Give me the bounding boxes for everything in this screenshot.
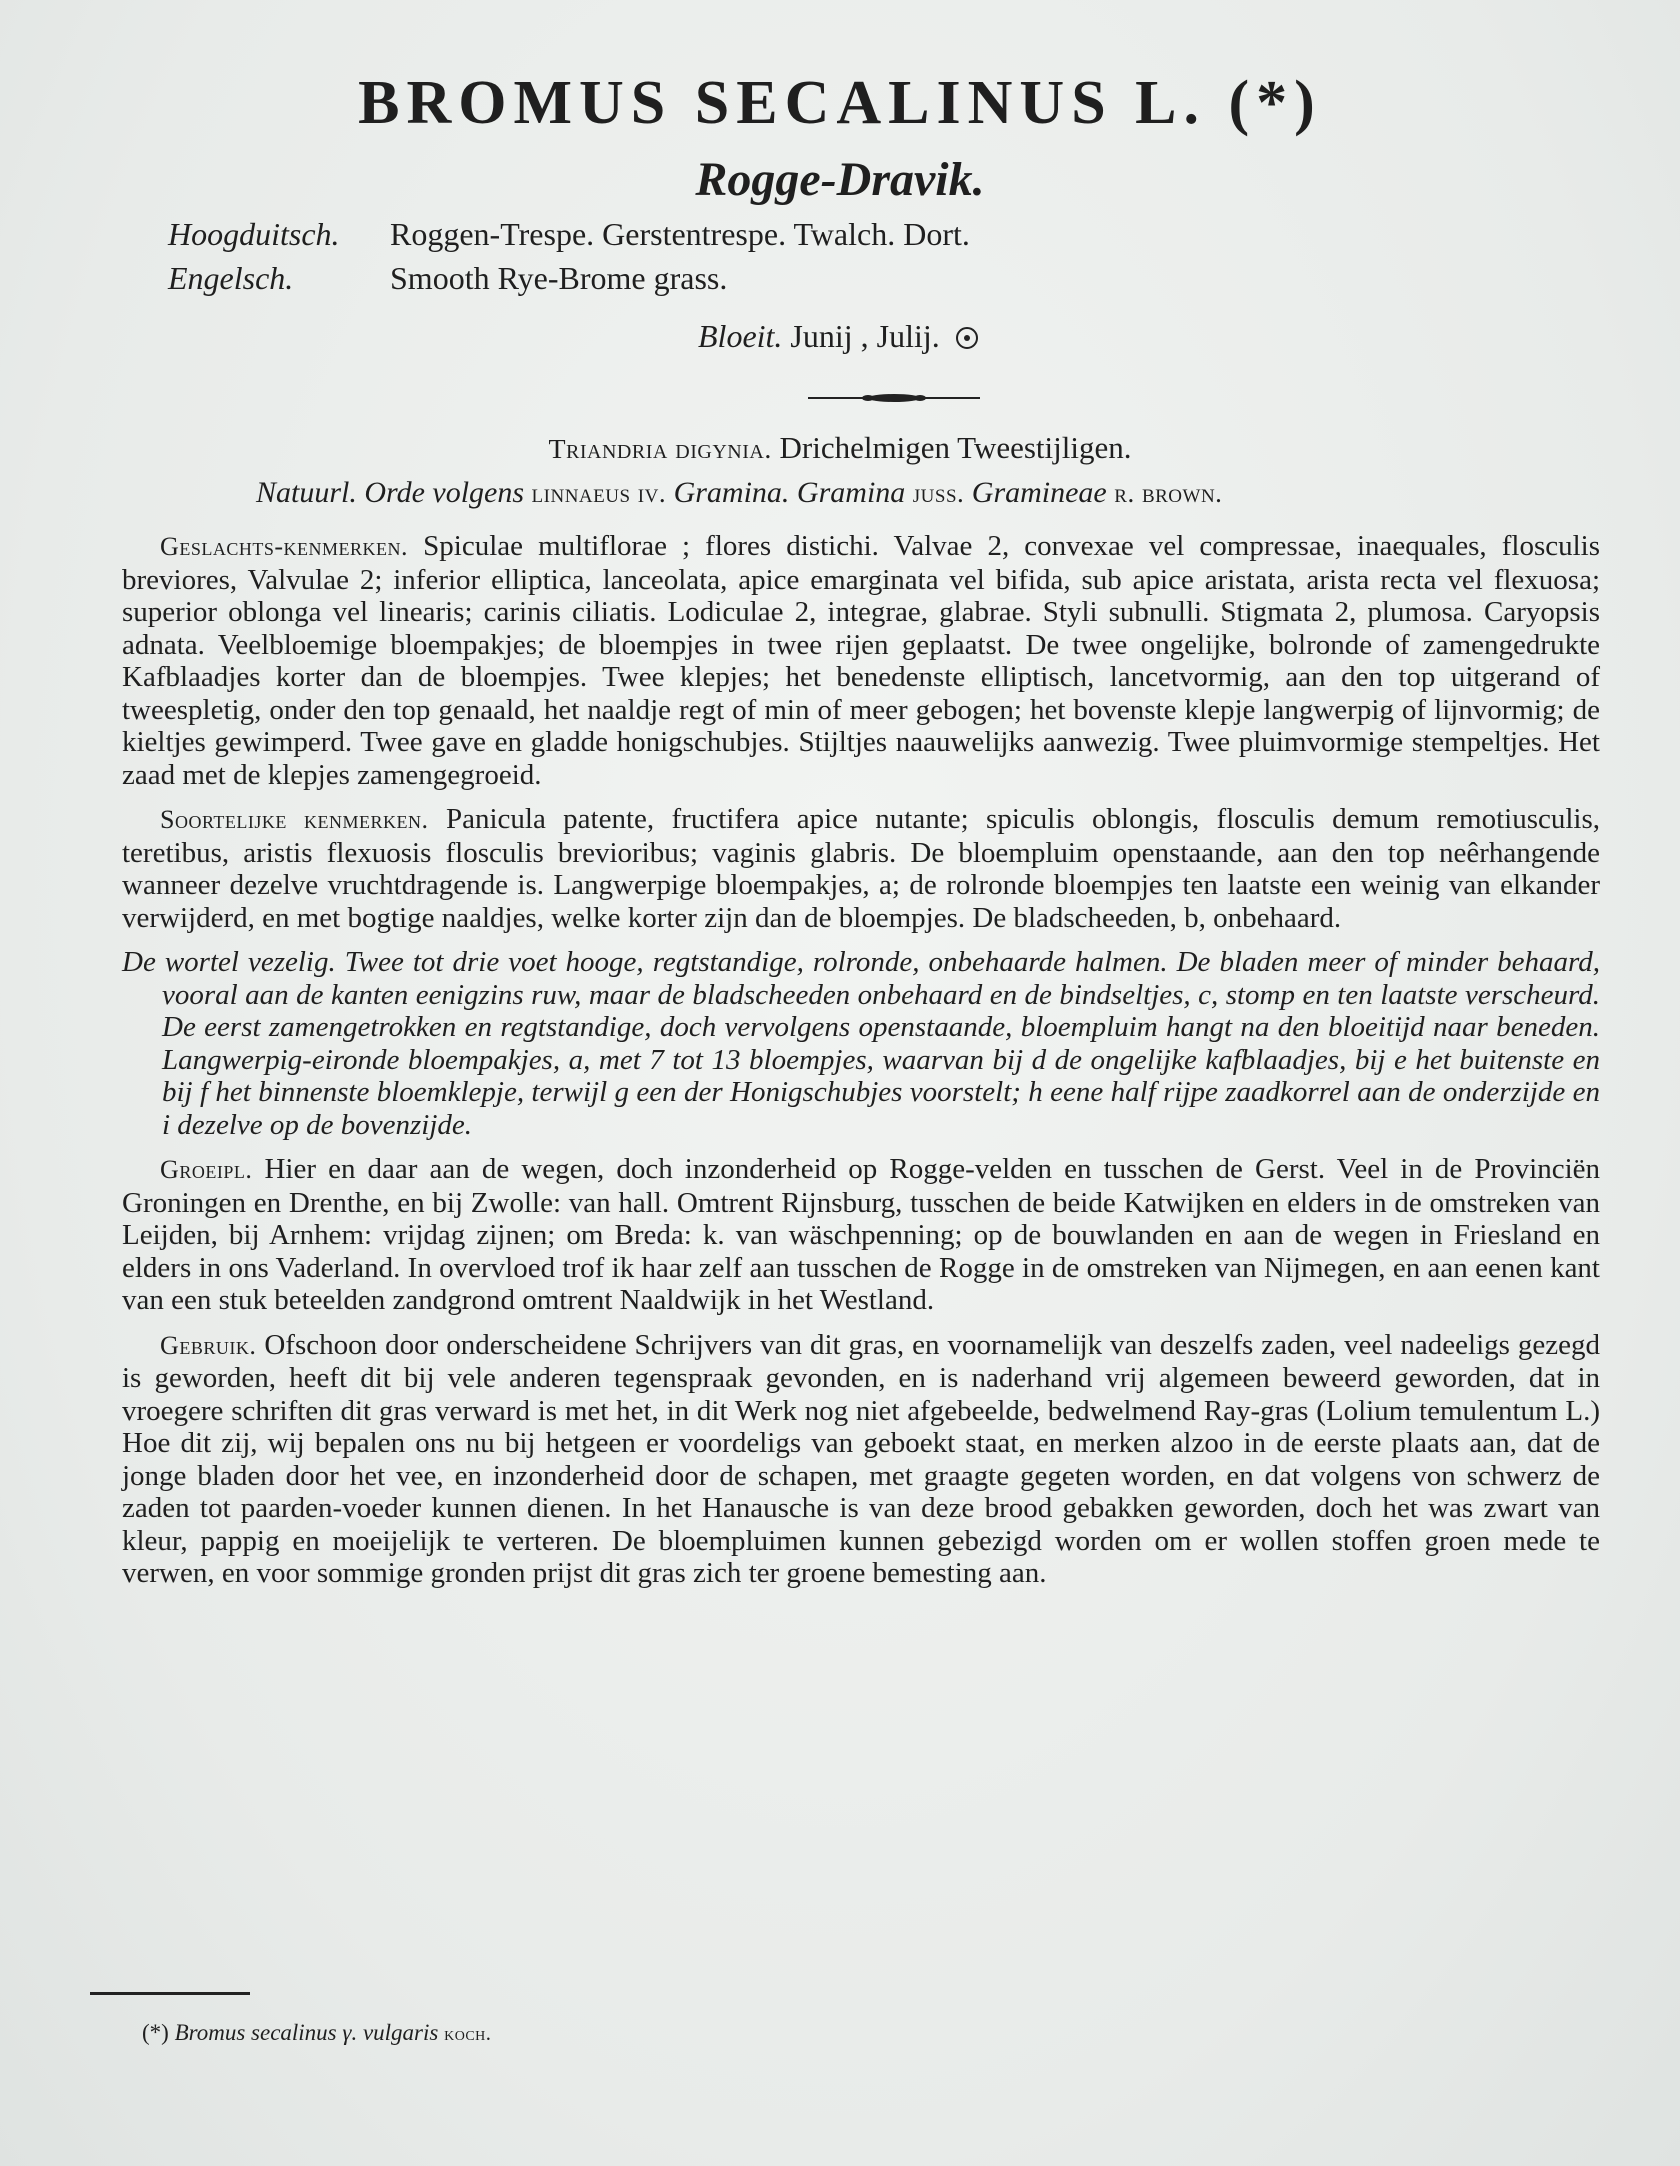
name-row-english [168, 256, 970, 300]
section-text: Spiculae multiflorae ; flores distichi. Valvae 2, convexae vel compressae, inaequales, flosculis breviores, Valvulae 2; inferior elliptica, lanceolata, apice emarginata vel bifida, sub apice aristata, arista recta vel flexuosa; superior oblonga vel linearis; carinis ciliatis. Lodiculae 2, integrae, glabrae. Styli subnulli. Stigmata 2, plumosa. Caryopsis adnata. Veelbloemige bloempakjes; de bloempjes in twee rijen geplaatst. De twee ongelijke, bolronde of zamengedrukte Kafblaadjes korter dan de bloempjes. Twee klepjes; het benedenste elliptisch, lancetvormig, aan den top uitgerand of tweespletig, onder den top genaald, het naaldje regt of min of meer gebogen; het bovenste klepje langwerpig of lijnvormig; de kieltjes gewimperd. Twee gave en gladde honigschubjes. Stijltjes naauwelijks aanwezig. Twee pluimvormige stempeltjes. Het zaad met de klepjes zamengegroeid. [122, 530, 1600, 791]
dutch-name: Rogge-Dravik. [695, 153, 985, 206]
name-text: Smooth Rye-Brome grass. [390, 260, 728, 296]
section-text: Hier en daar aan de wegen, doch inzonderheid op Rogge-velden en tusschen de Gerst. Veel in de Provinciën Groningen en Drenthe, en bij Zwolle: van hall. Omtrent Rijnsburg, tusschen de beide Katwijken en elders in de omstreken van Leijden, bij Arnhem: vrijdag zijnen; om Breda: k. van wäschpenning; op de bouwlanden en aan de wegen in Friesland en elders in ons Vaderland. In overvloed trof ik haar zelf aan tusschen de Rogge in de omstreken van Nijmegen, en aan eenen kant van een stuk beteelden zandgrond omtrent Naaldwijk in het Westland. [122, 1153, 1600, 1316]
footnote-text: Bromus secalinus γ. vulgaris [174, 2020, 439, 2045]
section-text: Ofschoon door onderscheidene Schrijvers van dit gras, en voornamelijk van deszelfs zaden, veel nadeeligs gezegd is geworden, heeft dit bij vele anderen tegenspraak gevonden, en is naderhand vrij algemeen beweerd geworden, dat in vroegere schriften dit gras verward is met het, in dit Werk nog niet afgebeelde, bedwelmend Ray-gras (Lolium temulentum L.) Hoe dit zij, wij bepalen ons nu bij hetgeen er voordeligs van geboekt staat, en merken alzoo in de eerste plaats aan, dat de jonge bladen door het vee, en inzonderheid door de schapen, met graagte gegeten worden, en dat volgens von schwerz de zaden tot paarden-voeder kunnen dienen. In het Hanausche is van deze brood gebakken geworden, doch het was zwart van kleur, pappig en moeijelijk te verteren. De bloempluimen kunnen gebezigd worden om er wollen stoffen groen mede te verwen, en voor sommige gronden prijst dit gras zich ter groene bemesting aan. [122, 1328, 1600, 1589]
section-text: Panicula patente, fructifera apice nutante; spiculis oblongis, flosculis demum remotiusculis, teretibus, aristis flexuosis flosculis brevioribus; vaginis glabris. De bloempluim openstaande, aan den top neêrhangende wanneer dezelve vruchtdragende is. Langwerpige bloempakjes, a; de rolronde bloempjes ten laatste een weinig van elkander verwijderd, en met bogtige naaldjes, welke korter zijn dan de bloempjes. De bladscheeden, b, onbehaard. [122, 803, 1601, 934]
habitat-section [122, 1153, 1600, 1317]
section-heading: Soortelijke kenmerken. [160, 805, 429, 834]
bloom-text: Junij , Julij. [790, 318, 940, 354]
annual-sun-icon [956, 327, 978, 349]
language-label: Hoogduitsch. [168, 216, 340, 252]
section-heading: Geslachts-kenmerken. [160, 532, 409, 561]
usage-section [122, 1329, 1600, 1590]
class-name: Triandria digynia. [548, 434, 772, 465]
plant-description: De wortel vezelig. Twee tot drie voet hooge, regtstandige, rolronde, onbehaarde halmen. De bladen meer of minder behaard, vooral aan de kanten eenigzins ruw, maar de bladscheeden onbehaard en de bindseltjes, c, stomp en ten laatste verscheurd. De eerst zamengetrokken en regtstandige, doch vervolgens openstaande, bloempluim hangt na den bloeitijd naar beneden. Langwerpig-eironde bloempakjes, a, met 7 tot 13 bloempjes, waarvan bij d de ongelijke kafblaadjes, bij e het buitenste en bij f het binnenste bloemklepje, terwijl g een der Honigschubjes voorstelt; h eene half rijpe zaadkorrel aan de onderzijde en i dezelve op de bovenzijde. [122, 946, 1600, 1141]
vernacular-names [168, 212, 970, 300]
species-characteristics [122, 803, 1600, 934]
page-title: BROMUS SECALINUS L. (*) [358, 69, 1322, 137]
footnote-rule [90, 1992, 250, 1995]
footnote [142, 2020, 491, 2046]
footnote-author: koch. [444, 2023, 492, 2045]
class-translation: Drichelmigen Tweestijligen. [779, 430, 1132, 465]
section-heading: Groeipl. [160, 1155, 253, 1184]
bloom-line [698, 318, 978, 355]
genus-characteristics [122, 530, 1600, 791]
linnaean-class [0, 430, 1680, 466]
name-text: Roggen-Trespe. Gerstentrespe. Twalch. Dort. [390, 216, 970, 252]
natural-order: Natuurl. Orde volgens linnaeus iv. Gramina. Gramina juss. Gramineae r. brown. [256, 476, 1223, 509]
footnote-mark: (*) [142, 2020, 169, 2045]
name-row-german [168, 212, 970, 256]
main-text [122, 530, 1600, 1602]
language-label: Engelsch. [168, 260, 294, 296]
section-heading: Gebruik. [160, 1330, 257, 1360]
bloom-label: Bloeit. [698, 318, 783, 354]
ornament-divider [808, 392, 980, 404]
